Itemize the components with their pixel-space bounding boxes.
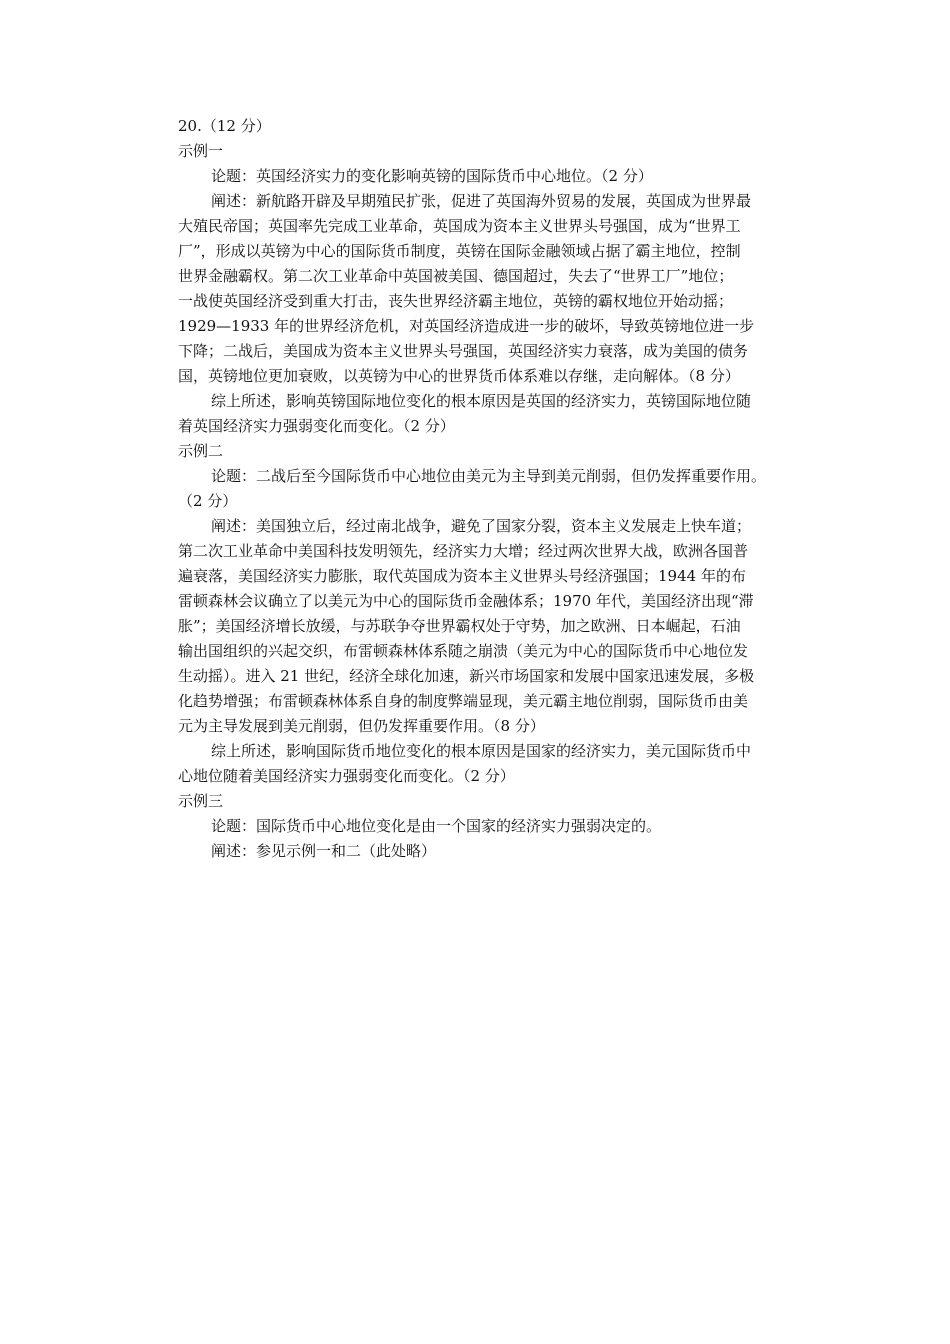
example-section [178,139,810,439]
examples-container [178,139,810,864]
paragraph-line: 1929—1933 年的世界经济危机，对英国经济造成进一步的破坏，导致英镑地位进一步 [178,317,755,335]
paragraph-line: 阐述：参见示例一和二（此处略） [211,842,437,860]
example-heading: 示例一 [178,142,224,160]
paragraph-line: 输出国组织的兴起交织，布雷顿森林体系随之崩溃（美元为中心的国际货币中心地位发 [178,642,749,660]
paragraph-line: 遍衰落，美国经济实力膨胀，取代英国成为资本主义世界头号经济强国；1944 年的布 [178,567,746,585]
paragraph-line: 阐述：新航路开辟及早期殖民扩张，促进了英国海外贸易的发展，英国成为世界最 [211,192,752,210]
paragraph-line: 第二次工业革命中美国科技发明领先，经济实力大增；经过两次世界大战，欧洲各国普 [178,542,749,560]
example-section [178,789,810,864]
paragraph-line: 论题：二战后至今国际货币中心地位由美元为主导到美元削弱，但仍发挥重要作用。 [211,467,767,485]
paragraph-line: （2 分） [178,492,238,510]
paragraph-line: 综上所述，影响国际货币地位变化的根本原因是国家的经济实力，美元国际货币中 [211,742,752,760]
paragraph-line: 化趋势增强；布雷顿森林体系自身的制度弊端显现，美元霸主地位削弱，国际货币由美 [178,692,749,710]
paragraph-line: 阐述：美国独立后，经过南北战争，避免了国家分裂，资本主义发展走上快车道； [211,517,752,535]
paragraph-line: 论题：国际货币中心地位变化是由一个国家的经济实力强弱决定的。 [211,817,662,835]
example-heading: 示例二 [178,442,224,460]
paragraph-line: 着英国经济实力强弱变化而变化。（2 分） [178,417,455,435]
answer-document [178,114,810,864]
paragraph-line: 综上所述，影响英镑国际地位变化的根本原因是英国的经济实力，英镑国际地位随 [211,392,752,410]
paragraph-line: 元为主导发展到美元削弱，但仍发挥重要作用。（8 分） [178,717,545,735]
example-section [178,439,810,789]
paragraph-line: 下降；二战后，美国成为资本主义世界头号强国，英国经济实力衰落，成为美国的债务 [178,342,749,360]
question-number: 20.（12 分） [178,117,271,135]
paragraph-line: 国，英镑地位更加衰败，以英镑为中心的世界货币体系难以存继，走向解体。（8 分） [178,367,740,385]
paragraph-line: 大殖民帝国；英国率先完成工业革命，英国成为资本主义世界头号强国，成为“世界工 [178,217,741,235]
paragraph-line: 厂”，形成以英镑为中心的国际货币制度，英镑在国际金融领域占据了霸主地位，控制 [178,242,741,260]
paragraph-line: 心地位随着美国经济实力强弱变化而变化。（2 分） [178,767,515,785]
paragraph-line: 雷顿森林会议确立了以美元为中心的国际货币金融体系；1970 年代，美国经济出现“滞 [178,592,754,610]
paragraph-line: 论题：英国经济实力的变化影响英镑的国际货币中心地位。（2 分） [211,167,653,185]
paragraph-line: 生动摇）。进入 21 世纪，经济全球化加速，新兴市场国家和发展中国家迅速发展，多极 [178,667,755,685]
paragraph-line: 一战使英国经济受到重大打击，丧失世界经济霸主地位，英镑的霸权地位开始动摇； [178,292,734,310]
paragraph-line: 世界金融霸权。第二次工业革命中英国被美国、德国超过，失去了“世界工厂”地位； [178,267,734,285]
paragraph-line: 胀”；美国经济增长放缓，与苏联争夺世界霸权处于守势，加之欧洲、日本崛起，石油 [178,617,741,635]
example-heading: 示例三 [178,792,224,810]
